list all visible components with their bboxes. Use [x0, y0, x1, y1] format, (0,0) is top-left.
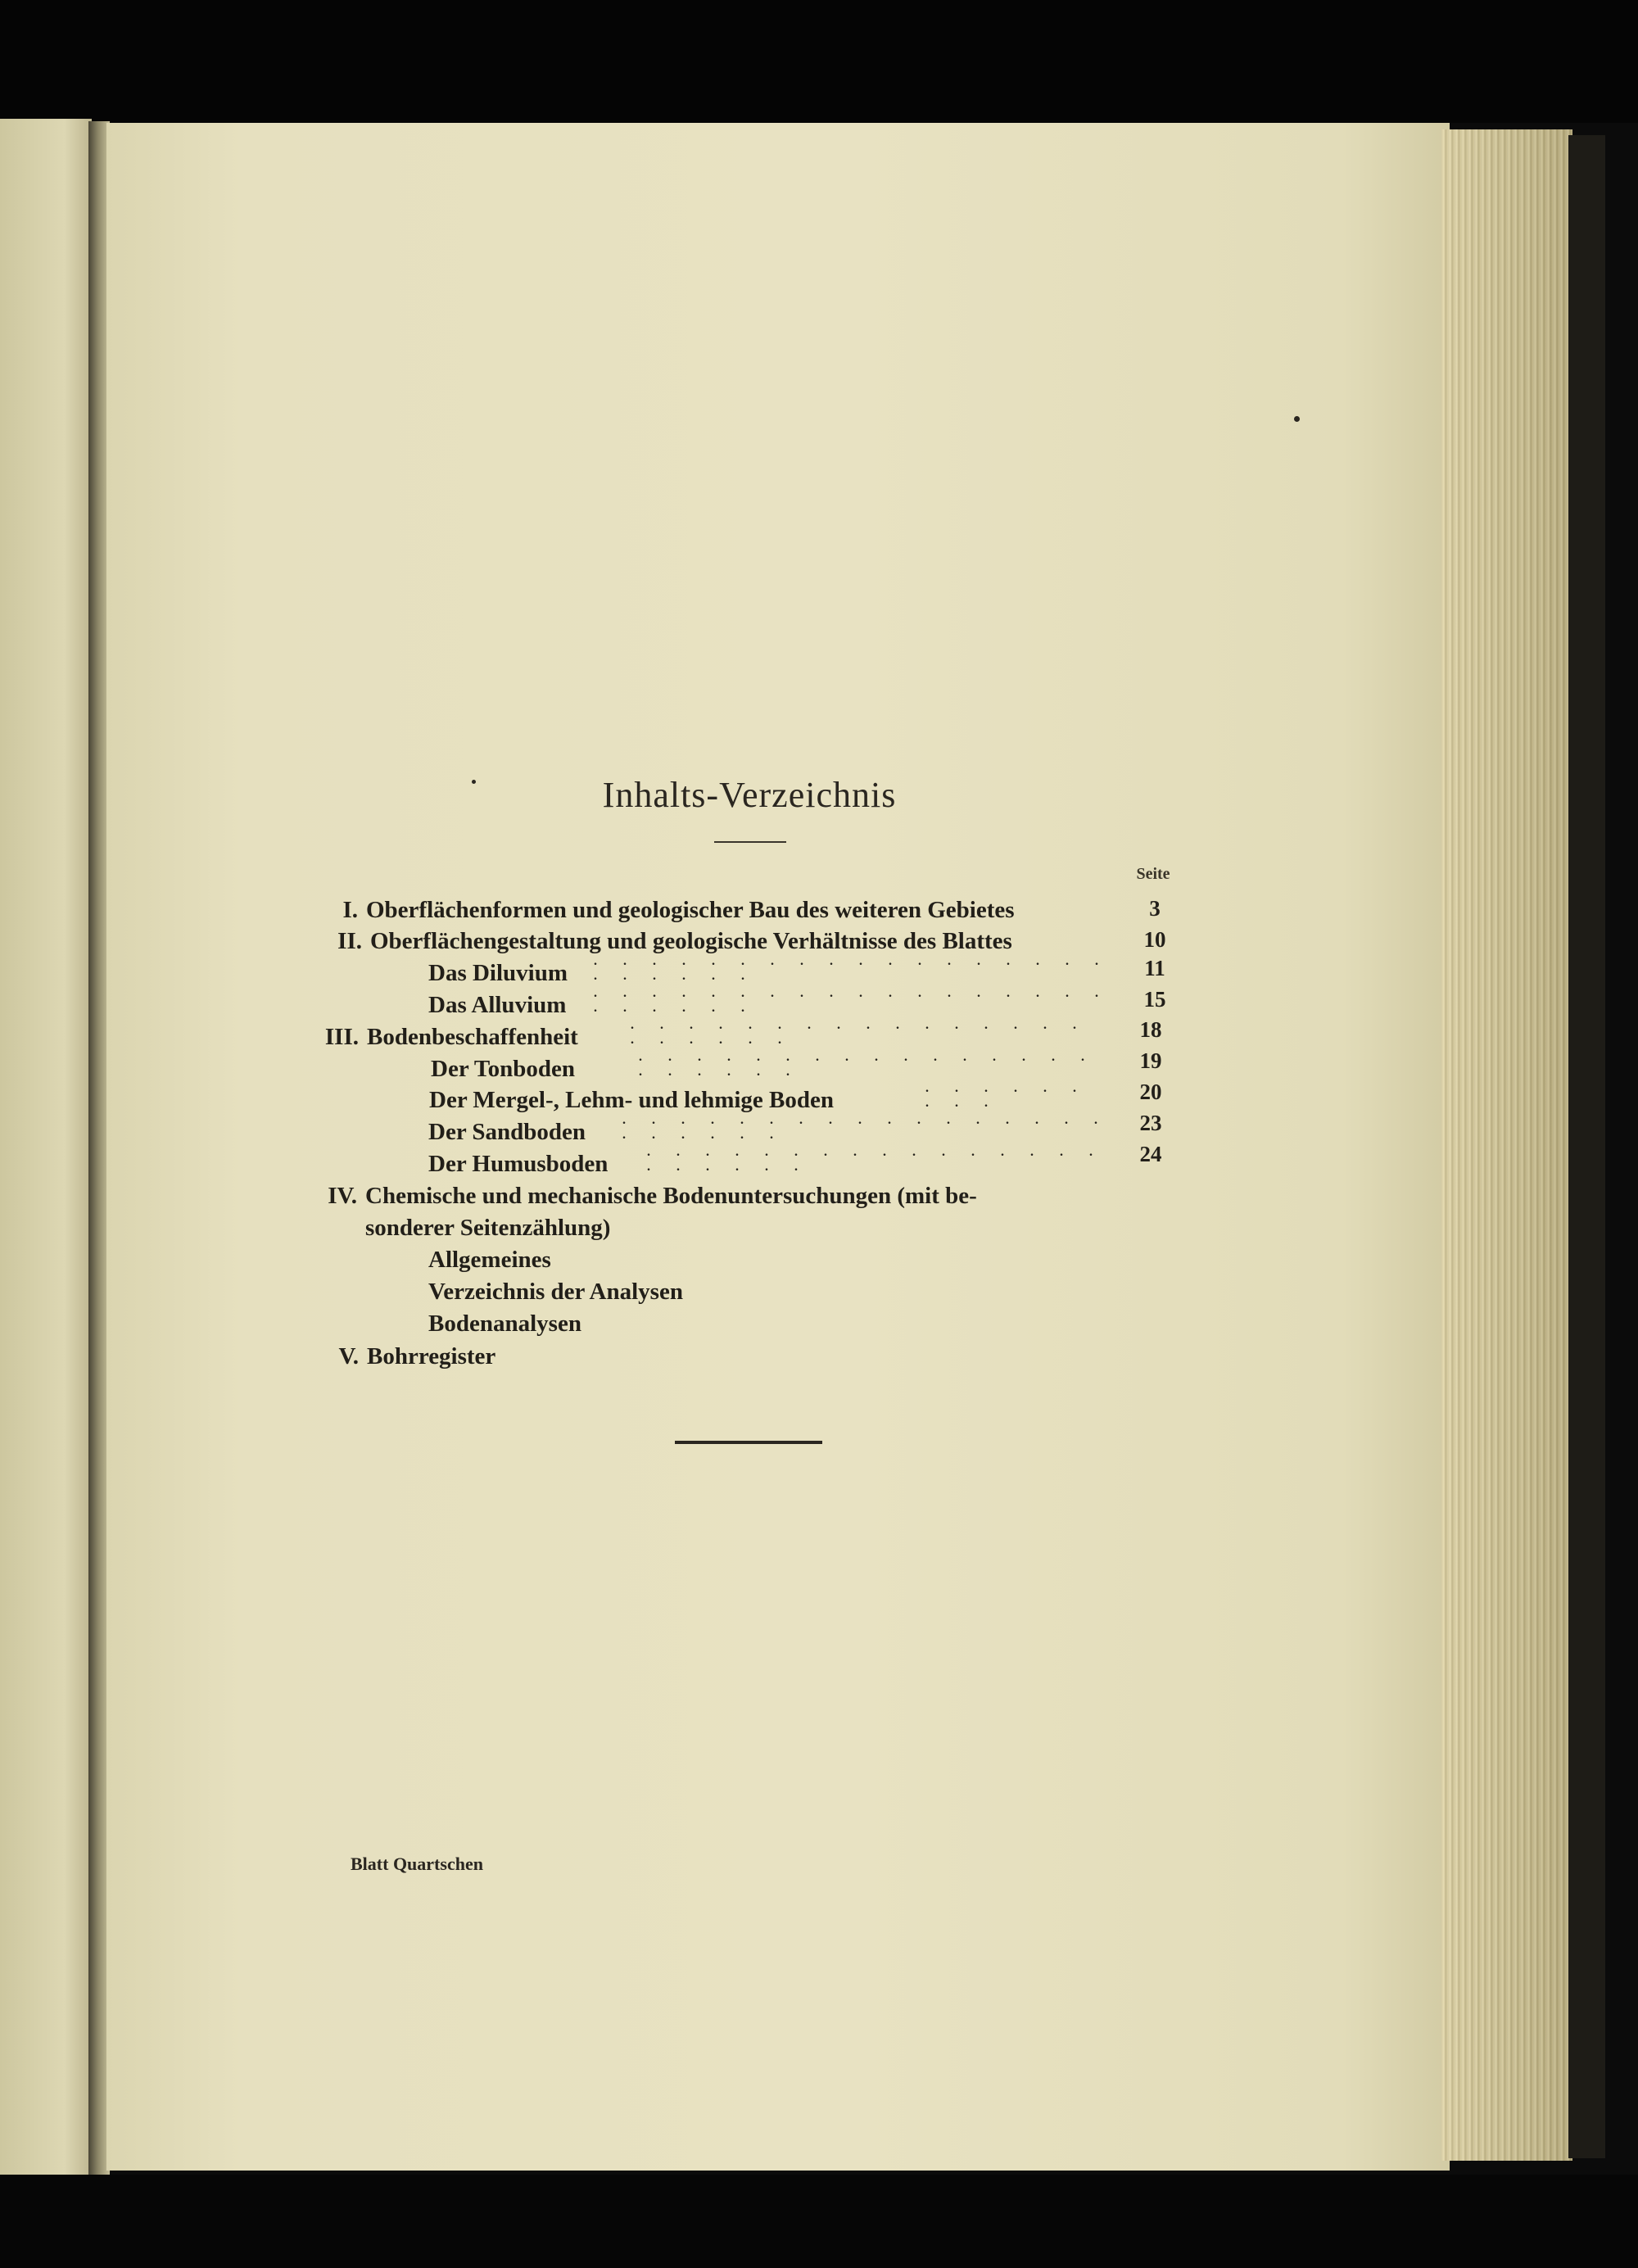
- toc-dot-leader: . . . . . . . . . . . . . . . . . . . . . .: [631, 1018, 1088, 1047]
- toc-text: Verzeichnis der Analysen: [428, 1279, 683, 1305]
- toc-text: Chemische und mechanische Bodenuntersuchungen (mit be-: [365, 1183, 977, 1209]
- toc-page-number: 18: [1139, 1017, 1162, 1042]
- toc-entry: [431, 1053, 575, 1084]
- toc-entry: [338, 1341, 496, 1372]
- toc-text: sonderer Seitenzählung): [365, 1215, 611, 1241]
- toc-entry: [428, 1308, 581, 1339]
- page-stack-edge: [1441, 129, 1572, 2161]
- toc-entry: [428, 957, 568, 989]
- toc-text: Der Humusboden: [428, 1151, 609, 1177]
- toc-numeral: V.: [338, 1343, 359, 1369]
- toc-text: Bodenbeschaffenheit: [367, 1024, 578, 1050]
- left-page-edge: [0, 119, 92, 2175]
- end-divider: [675, 1441, 822, 1444]
- toc-entry: [428, 1148, 608, 1179]
- toc-entry: [428, 1276, 683, 1307]
- bottom-background: [0, 2175, 1638, 2268]
- toc-page-number: 20: [1139, 1080, 1162, 1104]
- toc-text: Der Tonboden: [431, 1056, 575, 1082]
- toc-dot-leader: . . . . . . . . .: [925, 1081, 1088, 1110]
- toc-entry: [365, 1212, 610, 1243]
- toc-text: Allgemeines: [428, 1247, 551, 1273]
- toc-page-number: 11: [1144, 956, 1165, 980]
- toc-dot-leader: . . . . . . . . . . . . . . . . . . . . . .: [647, 1145, 1104, 1174]
- toc-text: Bohrregister: [367, 1343, 496, 1369]
- toc-dot-leader: . . . . . . . . . . . . . . . . . . . . . . .: [622, 1113, 1109, 1142]
- title-divider: [714, 841, 786, 843]
- footer-note: Blatt Quartschen: [351, 1854, 483, 1874]
- toc-numeral: II.: [337, 928, 362, 954]
- page-column-header: Seite: [1136, 865, 1170, 883]
- toc-text: Oberflächenformen und geologischer Bau des weiteren Gebietes: [366, 897, 1015, 923]
- top-background: [0, 0, 1638, 123]
- toc-text: Das Diluvium: [428, 960, 568, 986]
- toc-entry: [328, 1180, 977, 1211]
- page-title: Inhalts-Verzeichnis: [602, 775, 897, 815]
- toc-dot-leader: . . . . . . . . . . . . . . . . . . . . . . . .: [594, 954, 1110, 983]
- toc-page-number: 23: [1139, 1111, 1162, 1135]
- toc-text: Oberflächengestaltung und geologische Verhältnisse des Blattes: [370, 928, 1012, 954]
- toc-text: Der Sandboden: [428, 1119, 586, 1145]
- toc-entry: [342, 894, 1015, 926]
- toc-entry: [324, 1021, 578, 1053]
- toc-dot-leader: . . . . . . . . . . . . . . . . . . . . . . . .: [594, 986, 1110, 1015]
- toc-page-number: 24: [1139, 1142, 1162, 1166]
- toc-entry: [428, 989, 566, 1021]
- book-cover-edge: [1568, 135, 1605, 2158]
- toc-page-number: 3: [1149, 896, 1161, 921]
- toc-text: Bodenanalysen: [428, 1311, 581, 1337]
- toc-entry: [337, 926, 1012, 957]
- toc-page-number: 15: [1143, 987, 1166, 1012]
- toc-text: Der Mergel-, Lehm- und lehmige Boden: [429, 1087, 835, 1113]
- toc-page-number: 10: [1143, 927, 1166, 952]
- toc-page-number: 19: [1139, 1048, 1162, 1073]
- toc-numeral: IV.: [328, 1183, 357, 1209]
- ink-speck: [1294, 416, 1300, 422]
- toc-numeral: III.: [324, 1024, 359, 1050]
- toc-dot-leader: . . . . . . . . . . . . . . . . . . . . . .: [639, 1050, 1096, 1079]
- toc-entry: [428, 1244, 551, 1275]
- toc-numeral: I.: [342, 897, 358, 923]
- toc-text: Das Alluvium: [428, 992, 567, 1018]
- toc-entry: [428, 1116, 586, 1148]
- ink-speck: [472, 780, 476, 784]
- toc-entry: [429, 1084, 834, 1116]
